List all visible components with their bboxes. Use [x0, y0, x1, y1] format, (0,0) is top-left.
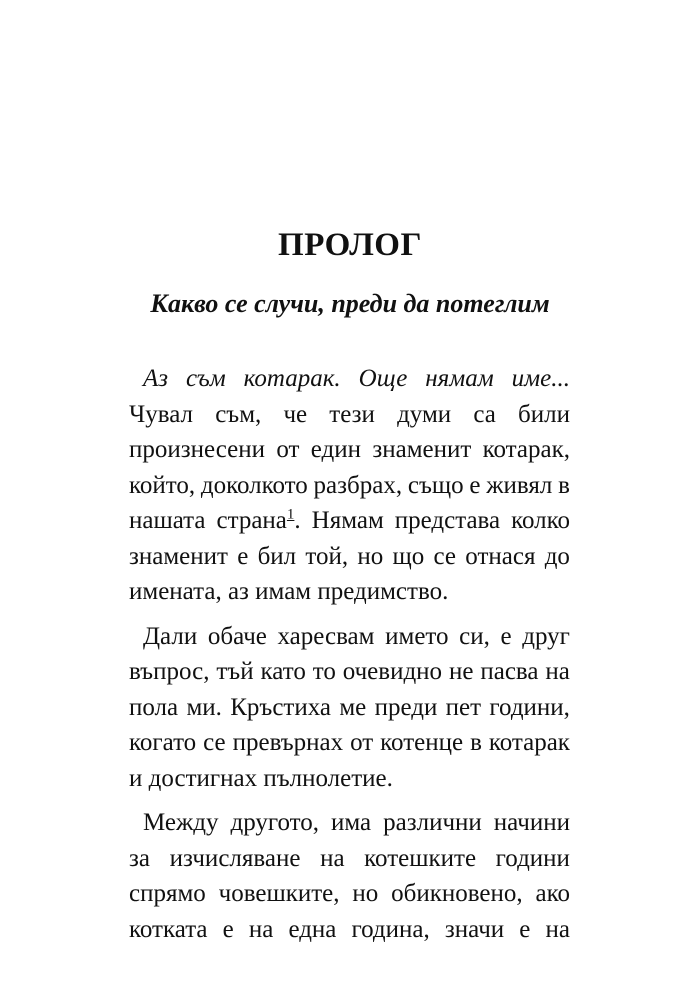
- word: тези: [329, 400, 375, 428]
- word: има: [331, 809, 372, 836]
- word: човешките,: [218, 880, 340, 907]
- chapter-subtitle: Какво се случи, преди да потеглим: [150, 289, 550, 318]
- word: котарак: [488, 729, 570, 756]
- word: си,: [459, 622, 490, 650]
- word: тъй: [216, 658, 254, 685]
- text-line: [129, 619, 570, 655]
- word: котенце: [380, 729, 464, 756]
- word: живял: [486, 471, 553, 499]
- text-line: [129, 397, 570, 433]
- word: от: [276, 436, 300, 463]
- word: Дали: [143, 622, 198, 650]
- word: ме: [339, 693, 367, 721]
- text-line-with-footnote: [129, 503, 570, 539]
- word: Аз: [143, 365, 169, 392]
- word: е: [237, 542, 249, 570]
- word: за: [129, 844, 150, 872]
- word: котката: [129, 915, 208, 943]
- text-line: [129, 912, 570, 948]
- word: страна$^1$.: [216, 506, 301, 534]
- word: в: [470, 729, 482, 756]
- word: пет: [445, 693, 482, 721]
- word: въпрос,: [129, 658, 210, 685]
- text-line: и достигнах пълнолетие.: [129, 764, 393, 792]
- paragraph-1: [129, 361, 570, 610]
- word: представа: [394, 507, 501, 534]
- word: година,: [351, 915, 430, 943]
- word: превърнах: [232, 729, 344, 756]
- word: когато: [129, 729, 197, 756]
- word: който,: [129, 471, 196, 499]
- word: години,: [489, 693, 570, 721]
- word: една: [288, 915, 337, 943]
- paragraph-2: [129, 619, 570, 797]
- word: Между: [143, 809, 219, 836]
- word: е: [519, 915, 531, 943]
- word: доколкото: [200, 471, 308, 499]
- word: то: [312, 658, 336, 685]
- word: но: [352, 880, 379, 907]
- word: значи: [444, 915, 505, 943]
- text-line: [129, 805, 570, 841]
- word: обаче: [207, 622, 267, 650]
- word: отнася: [465, 542, 536, 570]
- word: знаменит: [372, 436, 472, 463]
- word: нямам: [425, 365, 494, 392]
- word: различни: [383, 809, 482, 836]
- word: котарак,: [482, 436, 570, 463]
- word: не: [448, 658, 474, 685]
- word: име...: [511, 365, 570, 392]
- word: съм,: [215, 400, 262, 428]
- word: котешките: [364, 844, 477, 872]
- word: харесвам: [277, 622, 375, 650]
- text-line: [129, 539, 570, 575]
- word: пола: [129, 693, 179, 721]
- word: Нямам: [311, 507, 384, 534]
- word: той,: [305, 542, 349, 570]
- word: пасва: [480, 658, 539, 685]
- word: се: [203, 729, 226, 756]
- word: един: [310, 436, 362, 463]
- word: на: [545, 658, 570, 685]
- text-line: [129, 361, 570, 397]
- word: преди: [374, 693, 438, 721]
- word: друг: [522, 622, 570, 650]
- paragraph-3: [129, 805, 570, 947]
- chapter-body: [129, 361, 570, 947]
- word: другото,: [230, 809, 320, 836]
- word: на: [320, 844, 345, 872]
- text-line: [129, 654, 570, 690]
- text-line: [129, 468, 570, 504]
- word: е: [222, 915, 234, 943]
- word: от: [350, 729, 374, 756]
- word: разбрах,: [313, 471, 403, 499]
- word: спрямо: [129, 880, 206, 907]
- text-line: [129, 690, 570, 726]
- word: произнесени: [129, 436, 265, 463]
- word: на: [248, 915, 274, 943]
- word: е: [500, 622, 512, 650]
- word: името: [385, 622, 449, 650]
- word: също: [407, 471, 464, 499]
- word: нашата: [129, 507, 206, 534]
- word: изчисляване: [169, 844, 301, 872]
- word: е: [469, 471, 481, 499]
- word: думи: [397, 400, 452, 428]
- footnote-marker[interactable]: 1: [286, 506, 295, 523]
- word: очевидно: [342, 658, 443, 685]
- word: в: [558, 471, 570, 499]
- word: на: [545, 915, 570, 943]
- word: били: [518, 400, 570, 428]
- word: Още: [358, 365, 408, 392]
- word: съм: [185, 365, 226, 392]
- word: ми.: [186, 693, 222, 721]
- word: че: [283, 400, 308, 428]
- word: ако: [535, 880, 570, 907]
- text-line: имената, аз имам предимство.: [129, 578, 449, 605]
- word: колко: [511, 507, 570, 534]
- word: са: [473, 400, 496, 428]
- text-line: [129, 841, 570, 877]
- word: години: [495, 844, 570, 872]
- word: до: [544, 542, 570, 570]
- text-line: [129, 725, 570, 761]
- chapter-title: ПРОЛОГ: [278, 227, 422, 263]
- word: що: [392, 542, 425, 570]
- word: бил: [257, 542, 297, 570]
- text-line: [129, 432, 570, 468]
- word: Чувал: [129, 400, 194, 428]
- word: но: [357, 542, 384, 570]
- word: знаменит: [129, 542, 228, 570]
- word: котарак.: [243, 365, 341, 392]
- word: Кръстиха: [230, 693, 332, 721]
- word: като: [260, 658, 306, 685]
- text-line: [129, 876, 570, 912]
- word: обикновено,: [391, 880, 523, 907]
- word: начини: [493, 809, 570, 836]
- word: се: [433, 542, 457, 570]
